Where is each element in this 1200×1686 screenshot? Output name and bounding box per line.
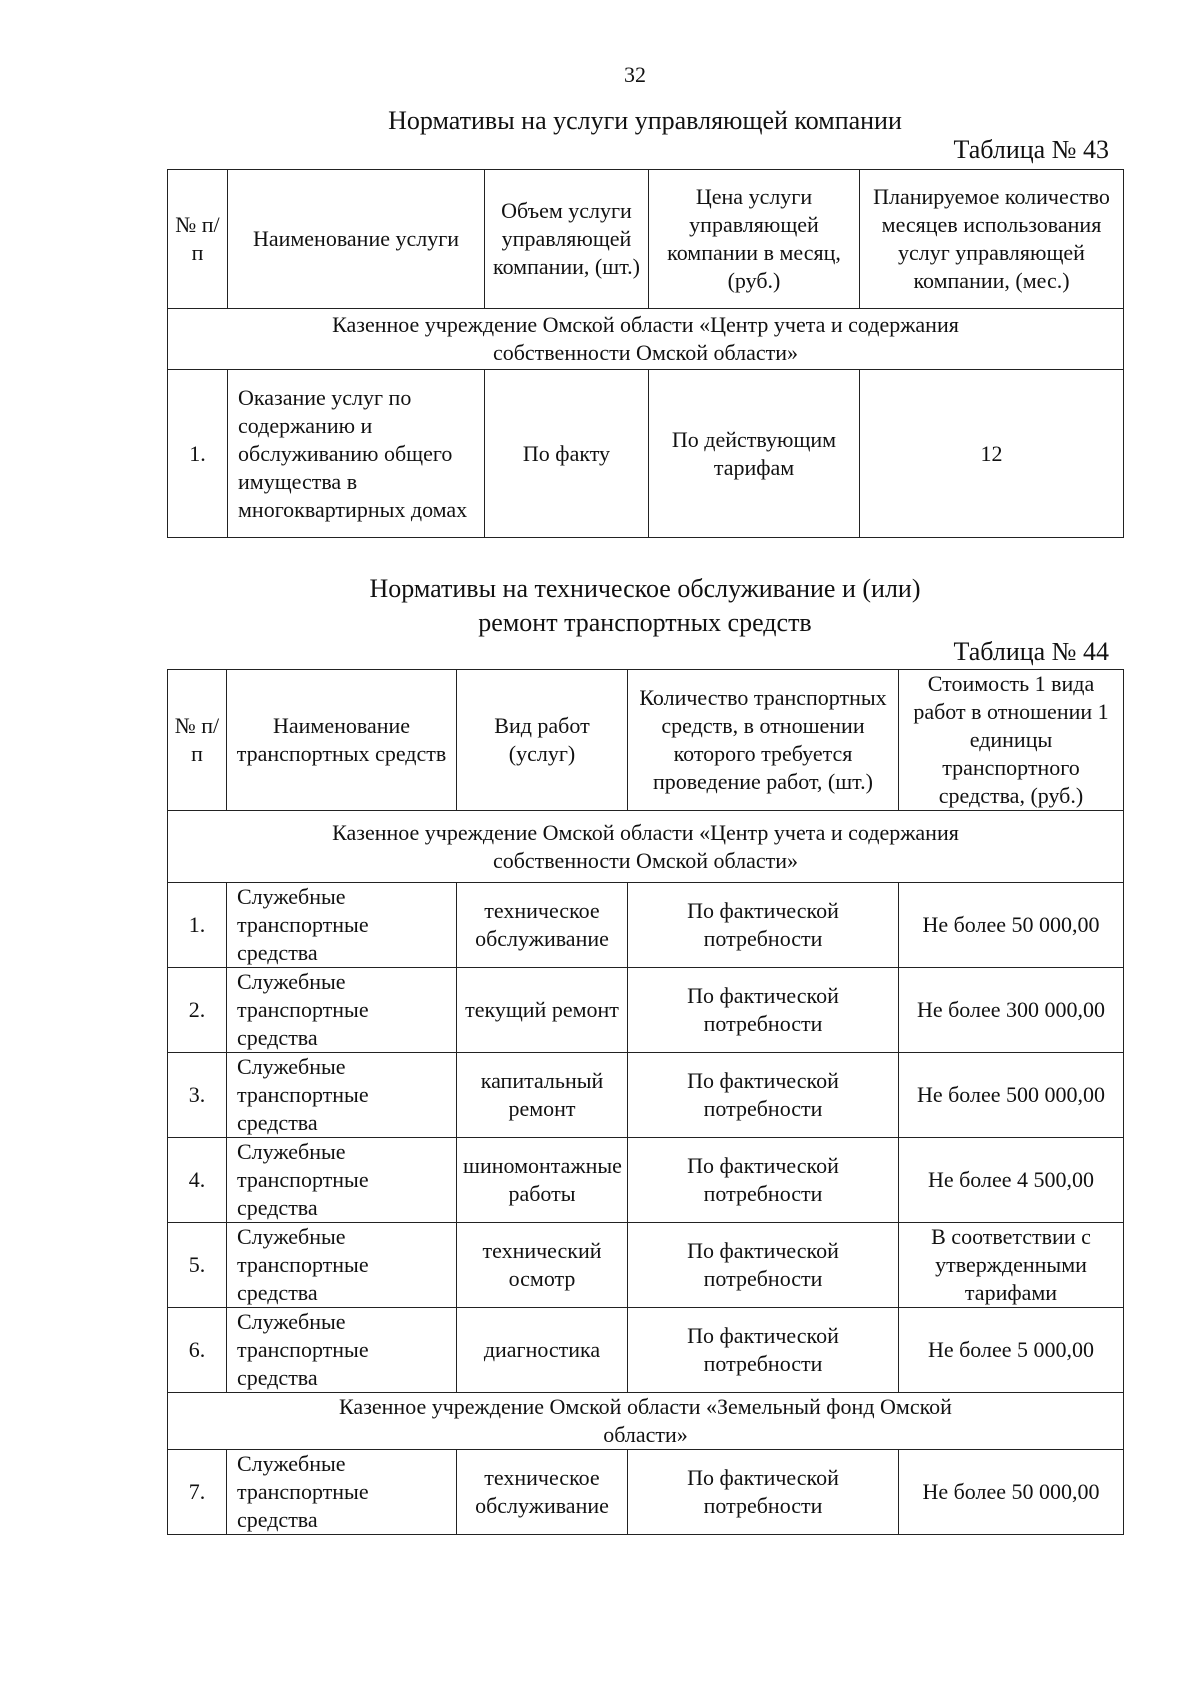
table44-title-line2: ремонт транспортных средств <box>478 608 812 637</box>
row-cost: Не более 50 000,00 <box>899 883 1124 968</box>
row-vehicle-name: Служебные транспортные средства <box>227 1308 457 1393</box>
row-vehicle-name: Служебные транспортные средства <box>227 1138 457 1223</box>
row-volume: По факту <box>485 370 649 538</box>
row-work-type: техническое обслуживание <box>457 883 628 968</box>
page-number: 32 <box>624 62 646 87</box>
table-43 <box>167 169 1124 538</box>
table43-title: Нормативы на услуги управляющей компании <box>388 106 902 135</box>
row-vehicle-count: По фактической потребности <box>628 1308 899 1393</box>
header-cost: Стоимость 1 вида работ в отношении 1 единицы транспортного средства, (руб.) <box>899 670 1124 811</box>
table43-header-row <box>168 170 1124 309</box>
table-row <box>168 883 1124 968</box>
header-price: Цена услуги управляющей компании в месяц, (руб.) <box>649 170 860 309</box>
row-vehicle-count: По фактической потребности <box>628 1450 899 1535</box>
table-row <box>168 1308 1124 1393</box>
table-row <box>168 968 1124 1053</box>
row-vehicle-name: Служебные транспортные средства <box>227 968 457 1053</box>
table-row <box>168 1138 1124 1223</box>
row-cost: Не более 500 000,00 <box>899 1053 1124 1138</box>
row-num: 4. <box>168 1138 227 1223</box>
table-row <box>168 1450 1124 1535</box>
row-vehicle-name: Служебные транспортные средства <box>227 883 457 968</box>
org-name: Казенное учреждение Омской области «Центр учета и содержания собственности Омской области» <box>168 309 1124 370</box>
row-service-name: Оказание услуг по содержанию и обслуживанию общего имущества в многоквартирных домах <box>228 370 485 538</box>
header-work-type: Вид работ (услуг) <box>457 670 628 811</box>
row-vehicle-name: Служебные транспортные средства <box>227 1053 457 1138</box>
row-num: 1. <box>168 370 228 538</box>
row-work-type: шиномонтажные работы <box>457 1138 628 1223</box>
row-vehicle-count: По фактической потребности <box>628 1138 899 1223</box>
table-row <box>168 1053 1124 1138</box>
row-work-type: технический осмотр <box>457 1223 628 1308</box>
row-work-type: техническое обслуживание <box>457 1450 628 1535</box>
row-num: 7. <box>168 1450 227 1535</box>
header-service-name: Наименование услуги <box>228 170 485 309</box>
row-vehicle-count: По фактической потребности <box>628 968 899 1053</box>
row-num: 1. <box>168 883 227 968</box>
row-vehicle-count: По фактической потребности <box>628 1053 899 1138</box>
row-num: 3. <box>168 1053 227 1138</box>
table-44 <box>167 669 1124 1535</box>
row-cost: Не более 50 000,00 <box>899 1450 1124 1535</box>
header-volume: Объем услуги управляющей компании, (шт.) <box>485 170 649 309</box>
row-num: 5. <box>168 1223 227 1308</box>
row-price: По действующим тарифам <box>649 370 860 538</box>
row-cost: Не более 300 000,00 <box>899 968 1124 1053</box>
row-cost: Не более 4 500,00 <box>899 1138 1124 1223</box>
table44-title-line1: Нормативы на техническое обслуживание и (или) <box>369 574 921 603</box>
org-name: Казенное учреждение Омской области «Центр учета и содержания собственности Омской области» <box>168 811 1124 883</box>
table-row <box>168 1223 1124 1308</box>
org-name: Казенное учреждение Омской области «Земельный фонд Омской области» <box>168 1393 1124 1450</box>
row-work-type: капитальный ремонт <box>457 1053 628 1138</box>
row-months: 12 <box>860 370 1124 538</box>
row-work-type: текущий ремонт <box>457 968 628 1053</box>
row-vehicle-name: Служебные транспортные средства <box>227 1450 457 1535</box>
header-months: Планируемое количество месяцев использования услуг управляющей компании, (мес.) <box>860 170 1124 309</box>
table43-org-row <box>168 309 1124 370</box>
row-vehicle-count: По фактической потребности <box>628 1223 899 1308</box>
row-num: 6. <box>168 1308 227 1393</box>
table44-caption: Таблица № 44 <box>953 637 1109 666</box>
row-cost: В соответствии с утвержденными тарифами <box>899 1223 1124 1308</box>
row-vehicle-name: Служебные транспортные средства <box>227 1223 457 1308</box>
table44-org-row <box>168 811 1124 883</box>
table44-org-row-2 <box>168 1393 1124 1450</box>
table44-header-row <box>168 670 1124 811</box>
table-row <box>168 370 1124 538</box>
row-vehicle-count: По фактической потребности <box>628 883 899 968</box>
header-vehicle-name: Наименование транспортных средств <box>227 670 457 811</box>
header-num: № п/п <box>168 170 228 309</box>
row-num: 2. <box>168 968 227 1053</box>
header-vehicle-count: Количество транспортных средств, в отношении которого требуется проведение работ, (шт.) <box>628 670 899 811</box>
row-work-type: диагностика <box>457 1308 628 1393</box>
row-cost: Не более 5 000,00 <box>899 1308 1124 1393</box>
header-num: № п/п <box>168 670 227 811</box>
table43-caption: Таблица № 43 <box>953 135 1109 164</box>
